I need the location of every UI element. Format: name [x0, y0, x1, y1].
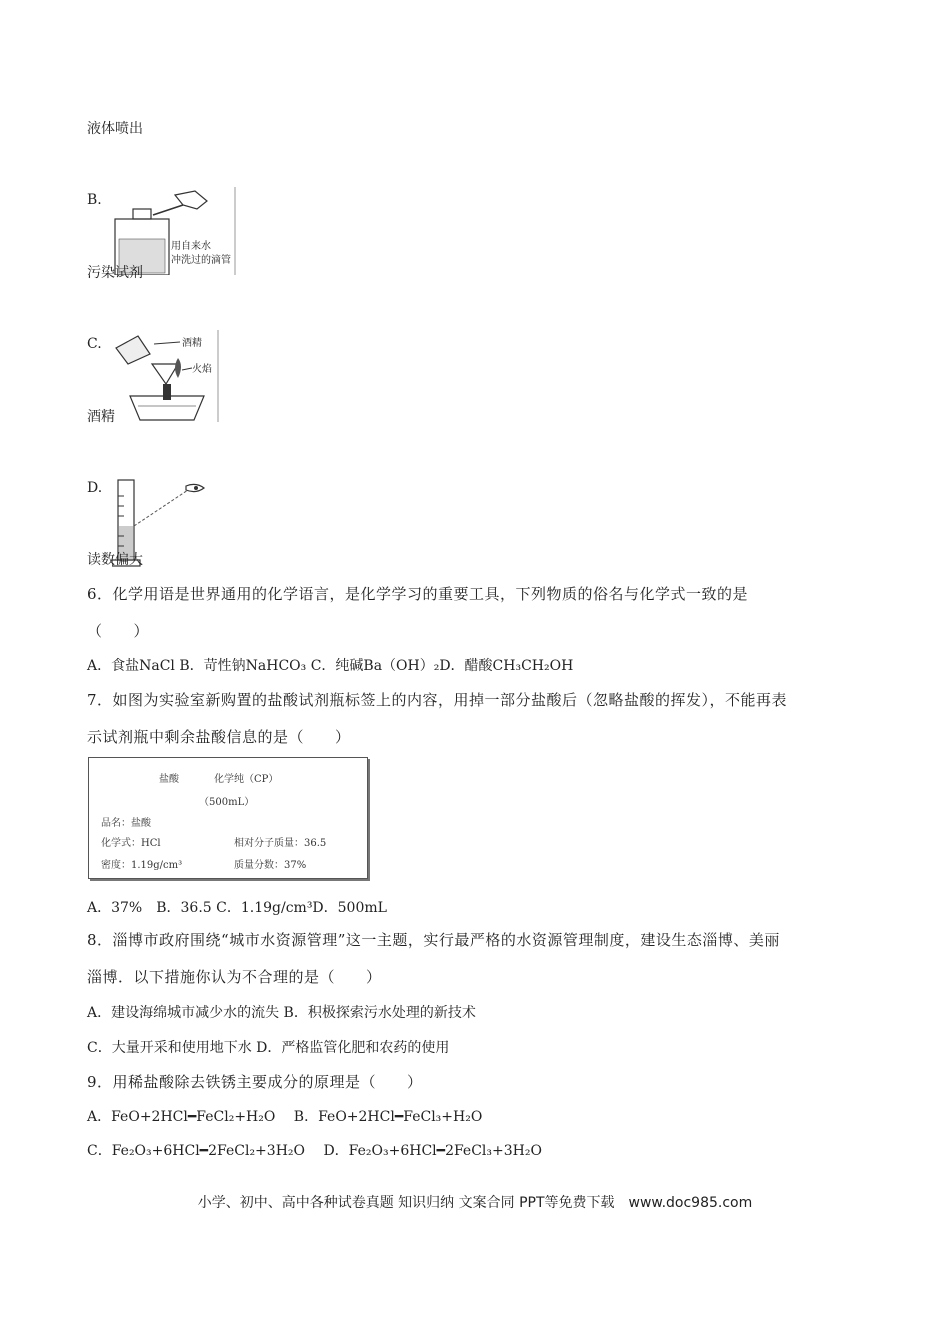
- q8-options-line1: A．建设海绵城市减少水的流失 B．积极探索污水处理的新技术: [87, 1005, 476, 1021]
- option-b-caption: 污染试剂: [87, 265, 143, 281]
- q6-paren: （ ）: [87, 622, 150, 640]
- label-volume: （500mL）: [199, 797, 255, 808]
- q7-stem-line1: 7．如图为实验室新购置的盐酸试剂瓶标签上的内容，用掉一部分盐酸后（忽略盐酸的挥发），不能再表: [87, 691, 788, 709]
- option-c-caption: 酒精: [87, 409, 115, 425]
- option-d-letter: D.: [87, 480, 103, 496]
- q8-stem-line1: 8．淄博市政府围绕“城市水资源管理”这一主题，实行最严格的水资源管理制度，建设生态淄博、美丽: [87, 931, 780, 949]
- continued-text: 液体喷出: [87, 121, 143, 137]
- q7-options: A．37% B．36.5 C．1.19g/cm³D．500mL: [87, 900, 387, 916]
- q7-stem-line2: 示试剂瓶中剩余盐酸信息的是（ ）: [87, 728, 351, 746]
- option-b-letter: B.: [87, 192, 102, 208]
- label-name: 盐酸: [159, 774, 179, 785]
- page-footer: 小学、初中、高中各种试卷真题 知识归纳 文案合同 PPT等免费下载 www.doc985.com: [197, 1195, 753, 1211]
- fig-c-text1: 酒精: [182, 338, 202, 349]
- option-d-caption: 读数偏大: [87, 552, 143, 568]
- label-molar-mass: 相对分子质量：36.5: [234, 838, 327, 849]
- fig-b-text2: 冲洗过的滴管: [171, 255, 231, 266]
- label-product-name: 品名：盐酸: [101, 818, 151, 829]
- fig-c-text2: 火焰: [192, 364, 212, 375]
- q9-stem: 9．用稀盐酸除去铁锈主要成分的原理是（ ）: [87, 1073, 423, 1091]
- q9-options-line1: A．FeO+2HCl━FeCl₂+H₂O B．FeO+2HCl━FeCl₃+H₂O: [87, 1109, 483, 1125]
- alcohol-lamp-figure: [108, 330, 220, 422]
- q8-options-line2: C．大量开采和使用地下水 D．严格监管化肥和农药的使用: [87, 1040, 450, 1056]
- label-density: 密度：1.19g/cm³: [101, 860, 183, 871]
- q6-stem: 6．化学用语是世界通用的化学语言，是化学学习的重要工具，下列物质的俗名与化学式一致的是: [87, 585, 749, 603]
- reagent-label-card: [88, 757, 368, 879]
- label-grade: 化学纯（CP）: [214, 774, 279, 785]
- option-c-letter: C.: [87, 336, 102, 352]
- q9-options-line2: C．Fe₂O₃+6HCl━2FeCl₂+3H₂O D．Fe₂O₃+6HCl━2FeCl₃+3H₂O: [87, 1143, 542, 1159]
- fig-b-text1: 用自来水: [171, 241, 211, 252]
- q6-options: A．食盐NaCl B．苛性钠NaHCO₃ C．纯碱Ba（OH）₂D．醋酸CH₃CH₂OH: [87, 658, 574, 674]
- q8-stem-line2: 淄博．以下措施你认为不合理的是（ ）: [87, 968, 382, 986]
- label-mass-fraction: 质量分数：37%: [234, 860, 307, 871]
- label-formula: 化学式：HCl: [101, 838, 161, 849]
